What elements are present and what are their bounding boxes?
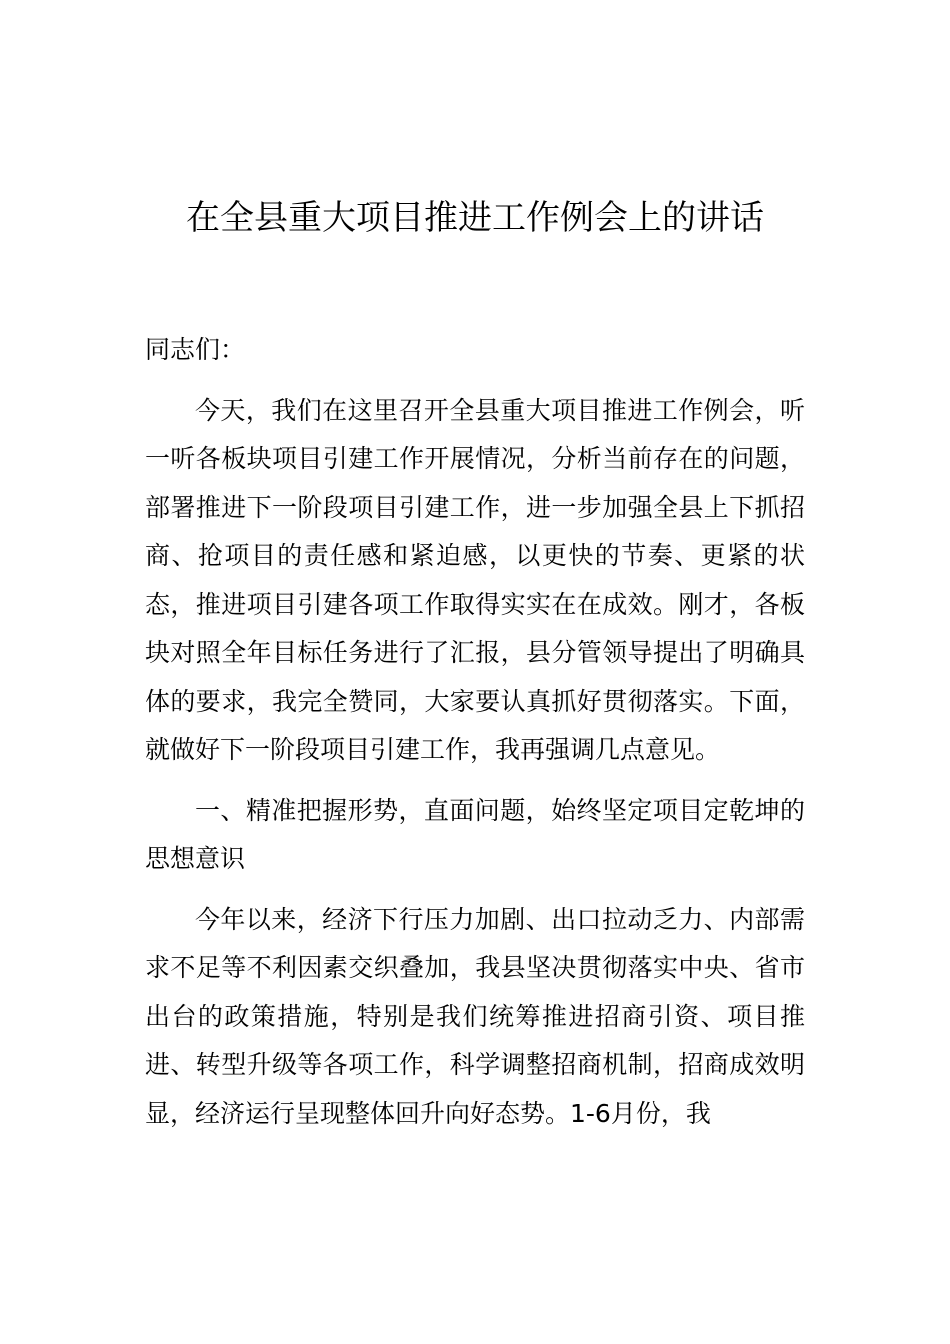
paragraph-situation: 今年以来，经济下行压力加剧、出口拉动乏力、内部需求不足等不利因素交织叠加，我县坚决贯彻落实中央、省市出台的政策措施，特别是我们统筹推进招商引资、项目推进、转型升级等各项工作，科学调整招商机制，招商成效明显，经济运行呈现整体回升向好态势。1-6月份，我: [145, 904, 805, 1128]
salutation: 同志们：: [145, 335, 246, 364]
section-heading-1: 一、精准把握形势，直面问题，始终坚定项目定乾坤的思想意识: [145, 795, 805, 873]
document-title: 在全县重大项目推进工作例会上的讲话: [186, 198, 764, 238]
paragraph-opening: 今天，我们在这里召开全县重大项目推进工作例会，听一听各板块项目引建工作开展情况，分析当前存在的问题，部署推进下一阶段项目引建工作，进一步加强全县上下抓招商、抢项目的责任感和紧迫感，以更快的节奏、更紧的状态，推进项目引建各项工作取得实实在在成效。刚才，各板块对照全年目标任务进行了汇报，县分管领导提出了明确具体的要求，我完全赞同，大家要认真抓好贯彻落实。下面，就做好下一阶段项目引建工作，我再强调几点意见。: [145, 395, 805, 764]
document-body: [145, 326, 805, 1150]
